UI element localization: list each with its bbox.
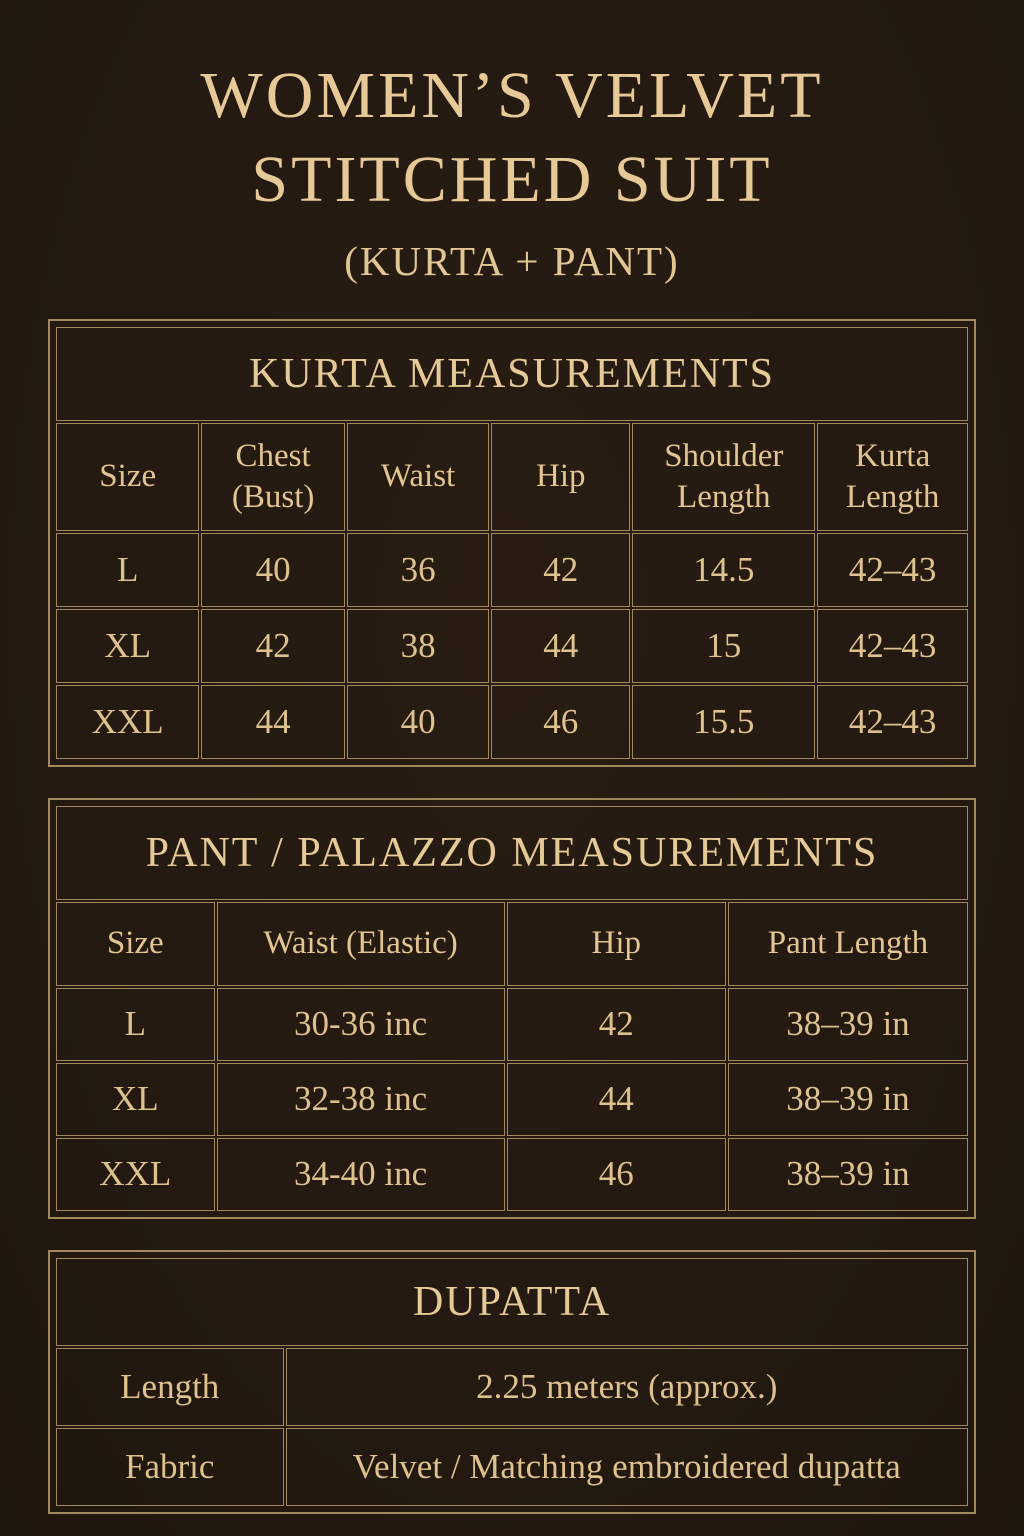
kurta-table-title: KURTA MEASUREMENTS [56, 327, 968, 421]
cell-value-fabric: Velvet / Matching embroidered dupatta [286, 1428, 969, 1506]
cell-waist: 36 [347, 533, 490, 607]
cell-chest: 42 [201, 609, 344, 683]
table-row-l [56, 533, 968, 607]
cell-value-length: 2.25 meters (approx.) [286, 1348, 969, 1426]
pant-measurements-table-frame [48, 798, 976, 1219]
cell-waist-elastic: 30-36 inc [217, 988, 505, 1061]
cell-shoulder-length: 15 [632, 609, 815, 683]
table-row-xl [56, 609, 968, 683]
table-row-l [56, 988, 968, 1061]
page-subtitle: (KURTA + PANT) [344, 237, 680, 284]
cell-chest: 40 [201, 533, 344, 607]
cell-size: XXL [56, 1138, 215, 1211]
table-row-xxl [56, 685, 968, 759]
table-row-length [56, 1348, 968, 1426]
cell-size: L [56, 988, 215, 1061]
column-header-hip: Hip [507, 902, 726, 986]
cell-waist-elastic: 34-40 inc [217, 1138, 505, 1211]
cell-hip: 46 [491, 685, 630, 759]
page-title-line2: STITCHED SUIT [251, 143, 773, 217]
column-header-kurta-length: Kurta Length [817, 423, 968, 531]
table-title-row [56, 806, 968, 900]
table-title-row [56, 1258, 968, 1346]
cell-shoulder-length: 14.5 [632, 533, 815, 607]
cell-label-fabric: Fabric [56, 1428, 284, 1506]
page-title [48, 54, 976, 223]
cell-size: XL [56, 1063, 215, 1136]
cell-label-length: Length [56, 1348, 284, 1426]
column-header-chest: Chest (Bust) [201, 423, 344, 531]
cell-hip: 44 [507, 1063, 726, 1136]
cell-hip: 44 [491, 609, 630, 683]
column-header-size: Size [56, 423, 199, 531]
cell-waist-elastic: 32-38 inc [217, 1063, 505, 1136]
table-row-fabric [56, 1428, 968, 1506]
cell-waist: 40 [347, 685, 490, 759]
cell-hip: 46 [507, 1138, 726, 1211]
cell-hip: 42 [507, 988, 726, 1061]
dupatta-table-title: DUPATTA [56, 1258, 968, 1346]
dupatta-table [54, 1256, 970, 1508]
column-header-size: Size [56, 902, 215, 986]
column-header-waist: Waist [347, 423, 490, 531]
cell-size: XL [56, 609, 199, 683]
cell-pant-length: 38–39 in [728, 1138, 968, 1211]
cell-kurta-length: 42–43 [817, 609, 968, 683]
page-title-line1: WOMEN’S VELVET [200, 59, 824, 132]
column-header-pant-length: Pant Length [728, 902, 968, 986]
pant-measurements-table [54, 804, 970, 1213]
column-header-waist-elastic: Waist (Elastic) [217, 902, 505, 986]
cell-shoulder-length: 15.5 [632, 685, 815, 759]
cell-kurta-length: 42–43 [817, 685, 968, 759]
column-header-shoulder-length: Shoulder Length [632, 423, 815, 531]
table-row-xl [56, 1063, 968, 1136]
cell-hip: 42 [491, 533, 630, 607]
cell-size: XXL [56, 685, 199, 759]
kurta-measurements-table-frame [48, 319, 976, 767]
kurta-measurements-table [54, 325, 970, 761]
dupatta-table-frame [48, 1250, 976, 1514]
cell-pant-length: 38–39 in [728, 988, 968, 1061]
header-row [56, 902, 968, 986]
table-title-row [56, 327, 968, 421]
cell-kurta-length: 42–43 [817, 533, 968, 607]
cell-waist: 38 [347, 609, 490, 683]
cell-pant-length: 38–39 in [728, 1063, 968, 1136]
cell-chest: 44 [201, 685, 344, 759]
table-row-xxl [56, 1138, 968, 1211]
header-row [56, 423, 968, 531]
pant-table-title: PANT / PALAZZO MEASUREMENTS [56, 806, 968, 900]
column-header-hip: Hip [491, 423, 630, 531]
cell-size: L [56, 533, 199, 607]
